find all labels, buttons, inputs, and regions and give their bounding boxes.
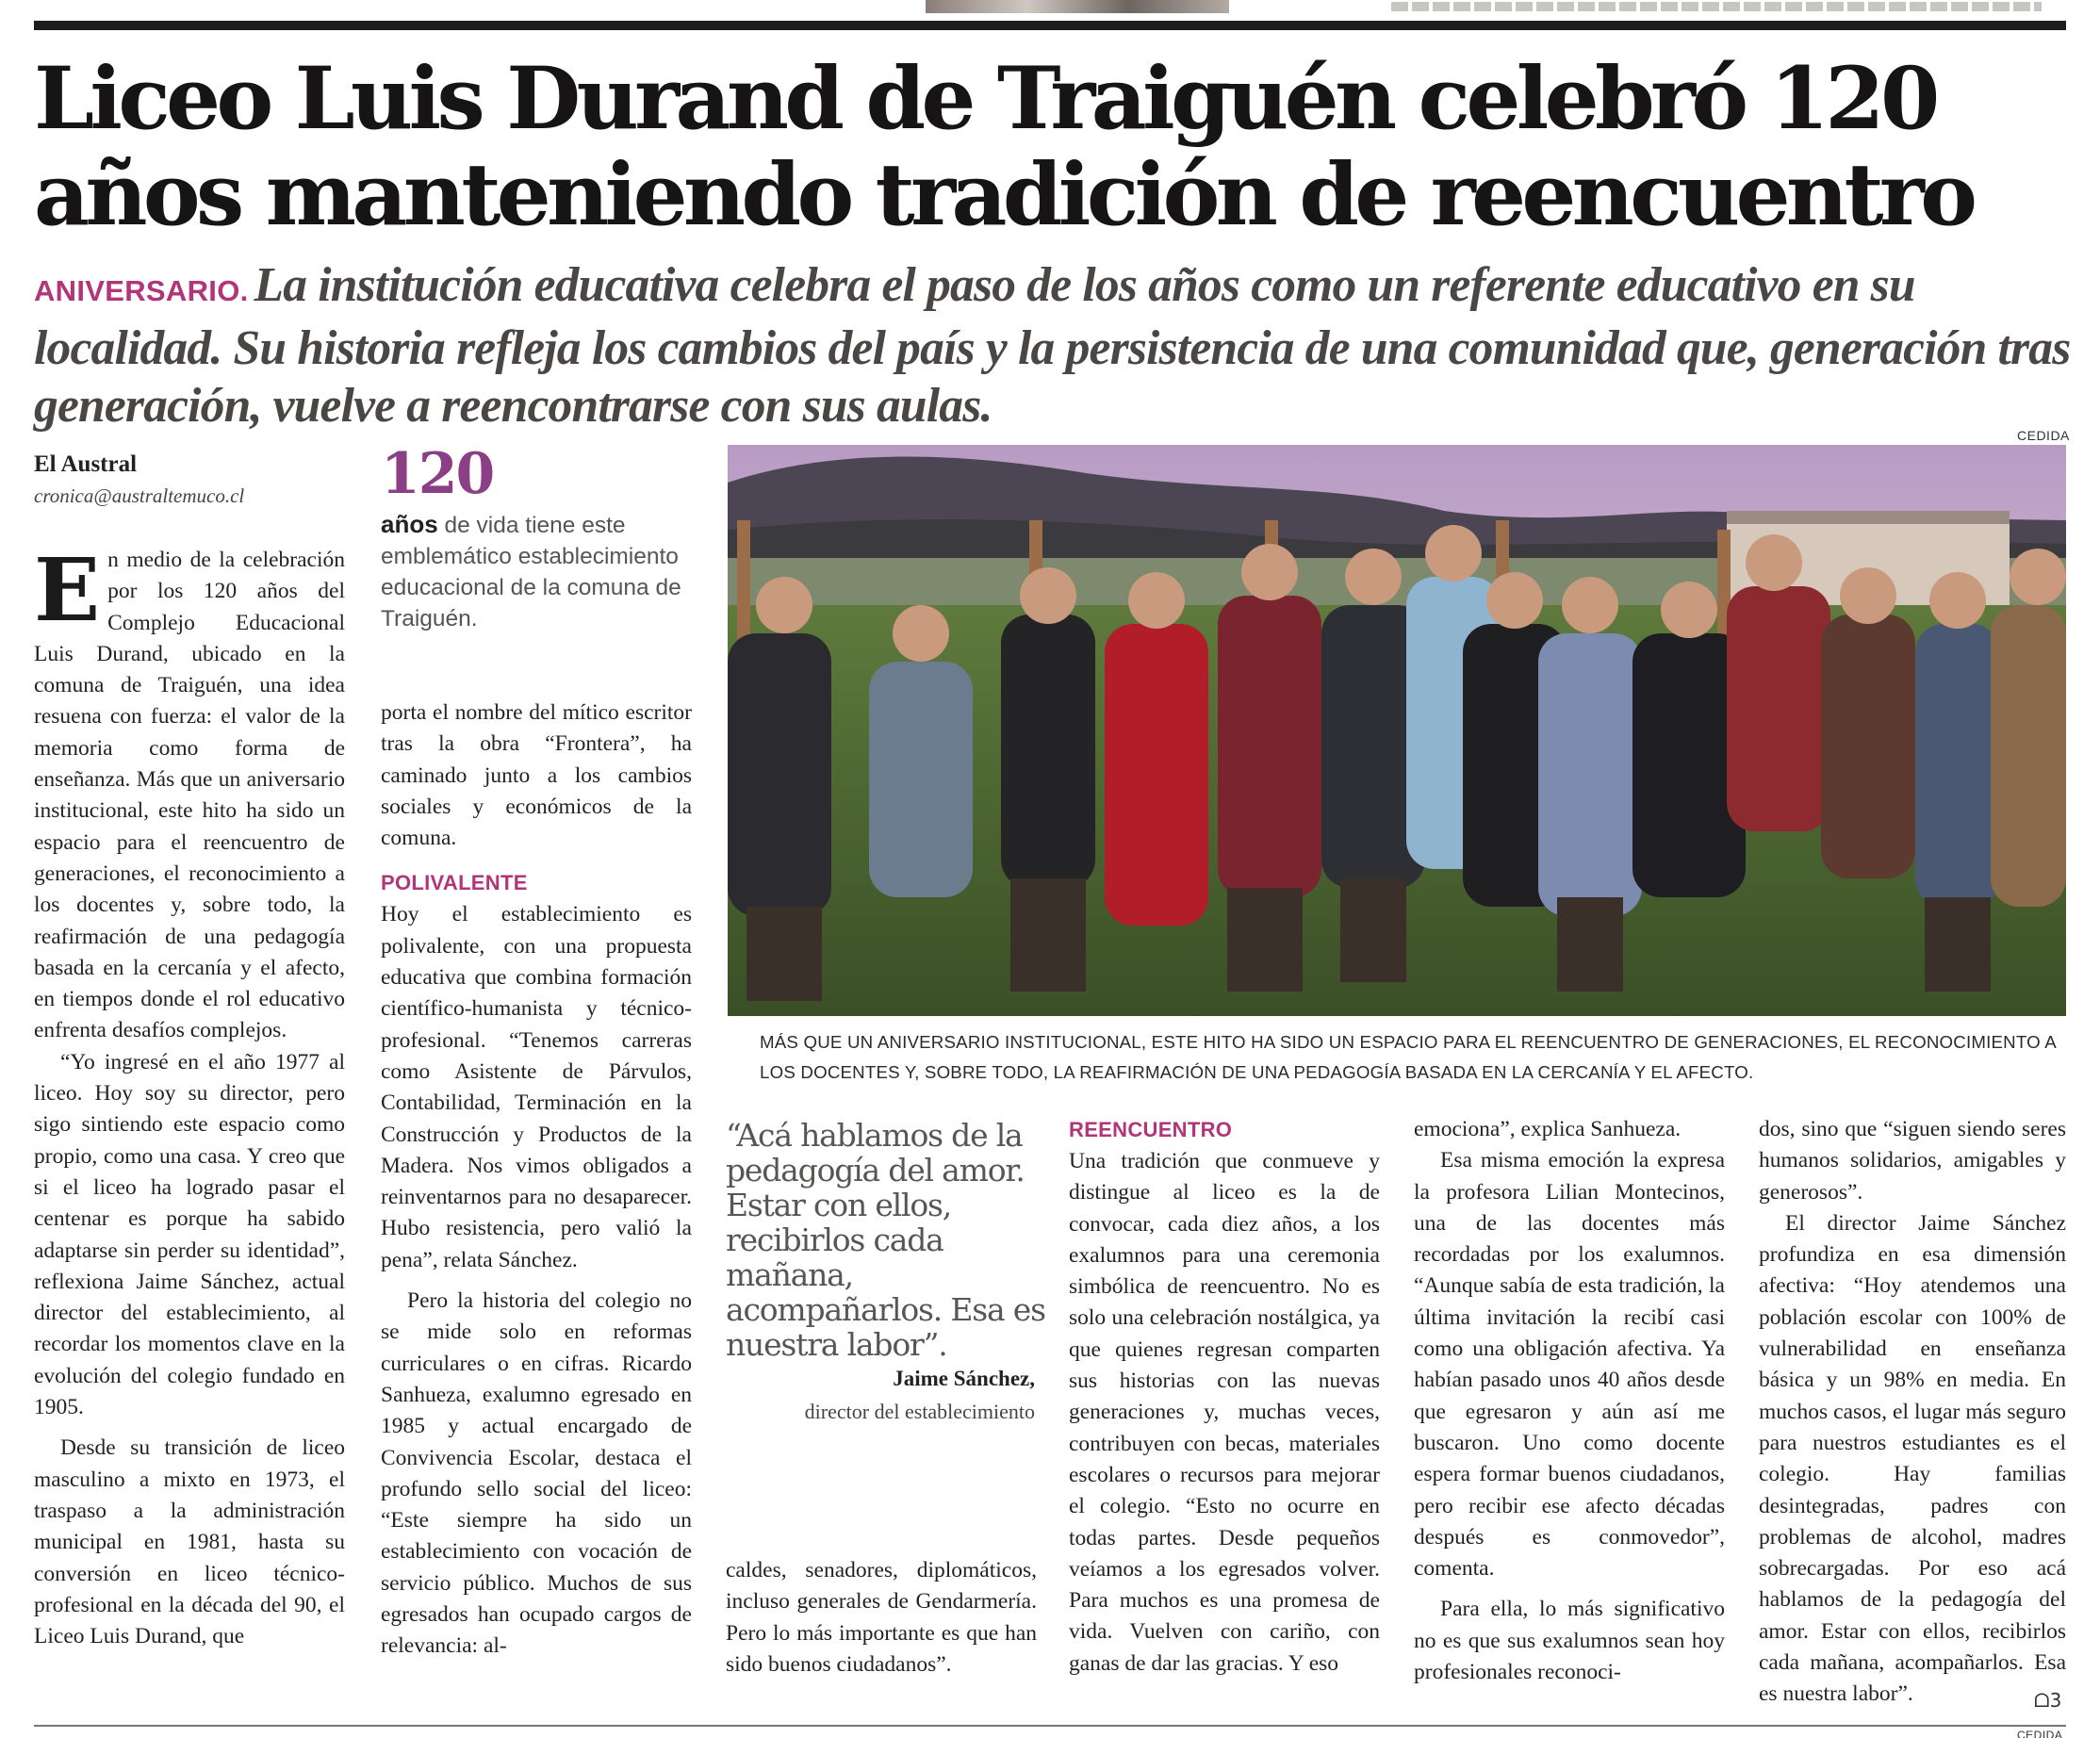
photo-credit: CEDIDA [2017,428,2070,443]
quote-role: director del establecimiento [804,1400,1035,1423]
stat-description: de vida tiene este emblemático establecimiento educacional de la comuna de Traiguén. [381,513,681,631]
body-paragraph: Una tradición que conmueve y distingue al liceo es la de convocar, cada diez años, a los exalumnos para una ceremonia simbólica de reencuentro. No es solo una celebración nostálgica, ya que quienes regresan comparten sus historias con las nuevas generaciones y, muchas veces, contribuyen con becas, materiales escolares o recursos para mejorar el colegio. “Esto no ocurre en todas partes. Desde pequeños veíamos a los egresados volver. Para muchos es una promesa de vida. Vuelven con cariño, con ganas de dar las gracias. Y eso [1069,1149,1380,1676]
top-text-fragment [1391,2,2042,11]
top-rule [34,21,2066,30]
stat-number: 120 [381,441,494,507]
pull-quote: “Acá hablamos de la pedagogía del amor. Estar con ellos, recibirlos cada mañana, acompañarlos. Esa es nuestra labor”. [726,1117,1045,1363]
bottom-rule [34,1725,2066,1727]
top-photo-fragment [926,0,1229,13]
article-column-5 [1414,1114,1725,1688]
stat-text [381,509,696,634]
body-paragraph: El director Jaime Sánchez profundiza en esa dimensión afectiva: “Hoy atendemos una población escolar con 100% de vulnerabilidad en enseñanza básica y un 98% en media. En muchos casos, el lugar más seguro para nuestros estudiantes es el colegio. Hay familias desintegradas, padres con problemas de alcohol, madres sobrecargadas. Por eso acá hablamos de la pedagogía del amor. Estar con ellos, recibirlos cada mañana, acompañarlos. Esa es nuestra labor”. [1759,1210,2066,1707]
article-column-3 [726,1555,1037,1681]
body-paragraph: Hoy el establecimiento es polivalente, con una propuesta educativa que combina formación científico-humanista y técnico-profesional. “Tenemos carreras como Asistente de Párvulos, Contabilidad, Terminación en la Construcción y Productos de la Madera. Nos vimos obligados a reinventarnos para no desaparecer. Hubo resistencia, pero valió la pena”, relata Sánchez. [381,902,692,1272]
body-paragraph: caldes, senadores, diplomáticos, incluso generales de Gendarmería. Pero lo más importante es que han sido buenos ciudadanos”. [726,1558,1037,1677]
byline-email[interactable]: cronica@australtemuco.cl [34,484,245,507]
article-column-2 [381,697,692,1663]
photo-caption: MÁS QUE UN ANIVERSARIO INSTITUCIONAL, ESTE HITO HA SIDO UN ESPACIO PARA EL REENCUENTRO DE GENERACIONES, EL RECONOCIMIENTO A LOS DOCENTES Y, SOBRE TODO, LA REAFIRMACIÓN DE UNA PEDAGOGÍA BASADA EN LA CERCANÍA Y EL AFECTO. [760,1032,2056,1082]
body-paragraph: “Yo ingresé en el año 1977 al liceo. Hoy soy su director, pero sigo sintiendo este espacio como propio, como una casa. Y creo que si el liceo ha logrado pasar el centenar es porque ha sabido adaptarse sin perder su identidad”, reflexiona Jaime Sánchez, actual director del establecimiento, al recordar los momentos clave en la evolución del colegio fundado en 1905. [34,1049,345,1420]
bottom-photo-credit: CEDIDA [2017,1729,2063,1738]
body-paragraph: Esa misma emoción la expresa la profesora Lilian Montecinos, una de las docentes más recordadas por los exalumnos. “Aunque sabía de esta tradición, la última invitación la recibí casi como una obligación afectiva. Ya habían pasado unos 40 años desde que egresaron y aún así me buscaron. Uno como docente espera formar buenos ciudadanos, pero recibir ese afecto décadas después es conmovedor”, comenta. [1414,1148,1725,1582]
group-photo-illustration [728,445,2066,1016]
body-paragraph: porta el nombre del mítico escritor tras la obra “Frontera”, ha caminado junto a los cambios sociales y económicos de la comuna. [381,700,692,851]
subhead-kicker: ANIVERSARIO. [34,274,249,307]
lead-paragraph [34,539,345,1047]
lead-text: n medio de la celebración por los 120 años del Complejo Educacional Luis Durand, ubicado en la comuna de Traiguén, una idea resuena con fuerza: el valor de la memoria como forma de enseñanza. Más que un aniversario institucional, este hito ha sido un espacio para el reencuentro de generaciones, el reconocimiento a los docentes y, sobre todo, la reafirmación de una pedagogía basada en la cercanía y el afecto, en tiempos donde el rol educativo enfrenta desafíos complejos. [34,548,345,1043]
section-heading-reencuentro: REENCUENTRO [1069,1118,1233,1141]
body-paragraph: emociona”, explica Sanhueza. [1414,1117,1682,1141]
body-paragraph: Desde su transición de liceo masculino a mixto en 1973, el traspaso a la administración municipal en 1981, hasta su conversión en liceo técnico-profesional en la década del 90, el Liceo Luis Durand, que [34,1435,345,1649]
quote-author: Jaime Sánchez, [893,1367,1035,1390]
end-of-article-mark: ᗝ3 [2034,1689,2062,1712]
article-column-1 [34,539,345,1652]
drop-cap: E [34,539,101,641]
subhead-text: La institución educativa celebra el paso de los años como un referente educativo en su localidad. Su historia refleja los cambios del país y la persistencia de una comunidad que, generación tras generación, vuelve a reencontrarse con sus aulas. [34,258,2071,433]
article-photo [728,445,2066,1016]
body-paragraph: Pero la historia del colegio no se mide solo en reformas curriculares o en cifras. Ricardo Sanhueza, exalumno egresado en 1985 y actual encargado de Convivencia Escolar, destaca el profundo sello social del liceo: “Este siempre ha sido un establecimiento con vocación de servicio público. Muchos de sus egresados han ocupado cargos de relevancia: al- [381,1288,692,1659]
article-subhead [34,256,2075,434]
body-paragraph: Para ella, lo más significativo no es que sus exalumnos sean hoy profesionales reconoci- [1414,1597,1725,1685]
body-paragraph: dos, sino que “siguen siendo seres humanos solidarios, amigables y generosos”. [1759,1117,2066,1205]
article-headline: Liceo Luis Durand de Traiguén celebró 120 años manteniendo tradición de reencuentro [34,49,1974,245]
article-column-6 [1759,1114,2066,1711]
byline-name: El Austral [34,451,138,477]
article-column-4 [1069,1114,1380,1680]
stat-unit: años [381,510,438,538]
section-heading-polivalente: POLIVALENTE [381,871,528,895]
